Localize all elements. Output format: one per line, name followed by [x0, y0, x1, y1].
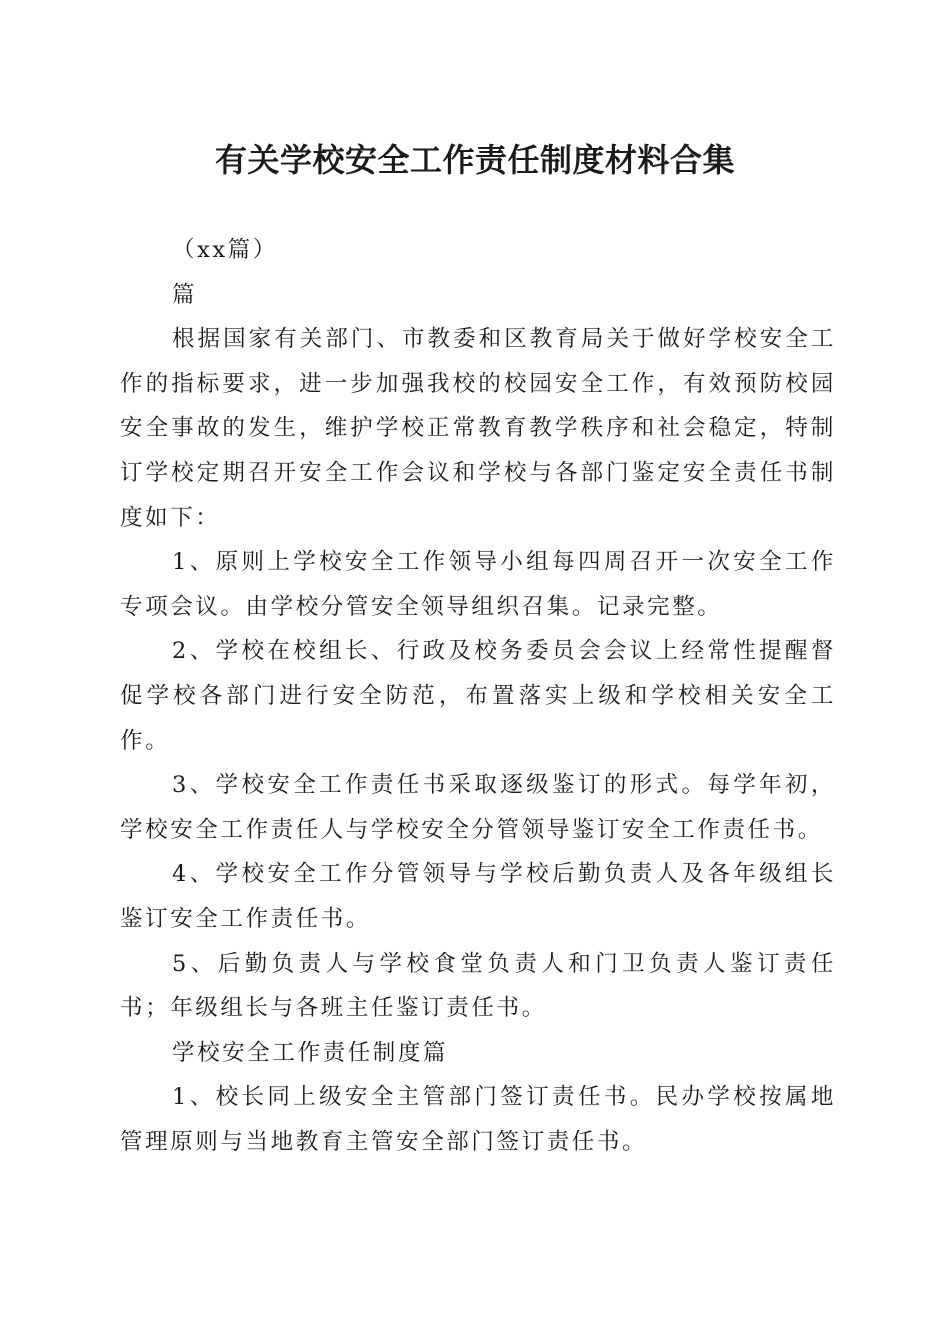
section-heading: 学校安全工作责任制度篇 — [172, 1039, 449, 1066]
paragraph-item-2: 2、学校在校组长、行政及校务委员会会议上经常性提醒督促学校各部门进行安全防范，布置落实上级和学校相关安全工作。 — [120, 638, 836, 754]
document-title: 有关学校安全工作责任制度材料合集 — [214, 141, 735, 179]
paragraph-count-note: （xx篇） — [172, 237, 278, 263]
paragraph-item-5: 5、后勤负责人与学校食堂负责人和门卫负责人鉴订责任书；年级组长与各班主任鉴订责任书。 — [120, 950, 836, 1022]
paragraph-intro: 根据国家有关部门、市教委和区教育局关于做好学校安全工作的指标要求，进一步加强我校的校园安全工作，有效预防校园安全事故的发生，维护学校正常教育教学秩序和社会稳定，特制订学校定期召开安全工作会议和学校与各部门鉴定安全责任书制度如下： — [120, 326, 836, 531]
paragraph-section-item-1: 1、校长同上级安全主管部门签订责任书。民办学校按属地管理原则与当地教育主管安全部门签订责任书。 — [120, 1084, 836, 1155]
paragraph-item-1: 1、原则上学校安全工作领导小组每四周召开一次安全工作专项会议。由学校分管安全领导组织召集。记录完整。 — [120, 549, 836, 620]
paragraph-item-4: 4、学校安全工作分管领导与学校后勤负责人及各年级组长鉴订安全工作责任书。 — [120, 861, 836, 932]
paragraph-section-label: 篇 — [172, 281, 198, 308]
document-body — [120, 228, 836, 1164]
paragraph-item-3: 3、学校安全工作责任书采取逐级鉴订的形式。每学年初，学校安全工作责任人与学校安全分管领导鉴订安全工作责任书。 — [120, 772, 836, 843]
